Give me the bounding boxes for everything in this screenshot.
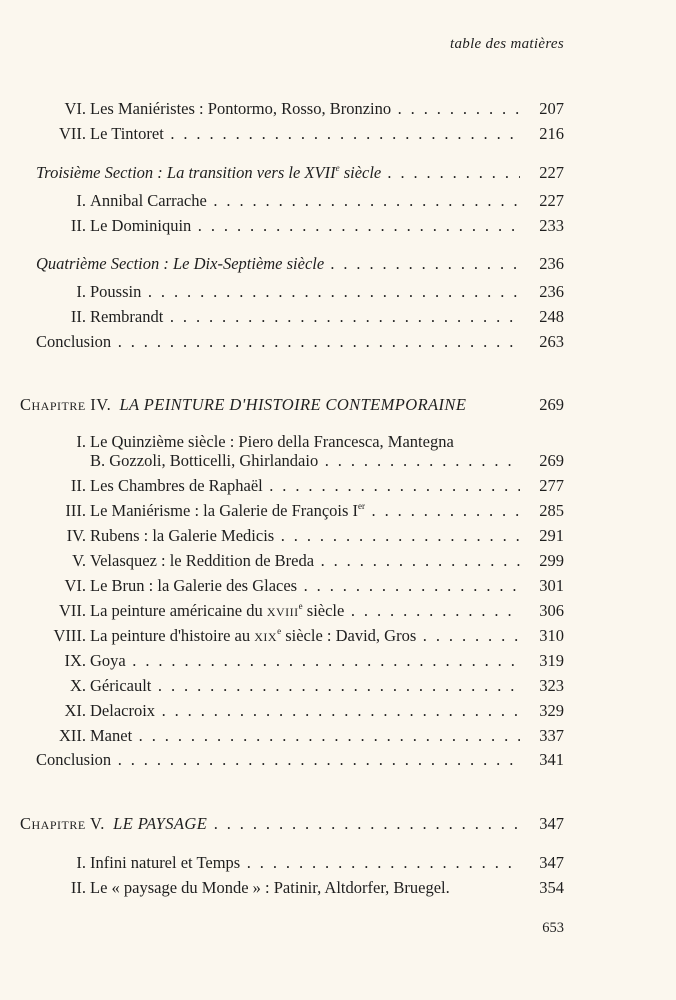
entry-number: VIII. [53, 626, 86, 645]
toc-entry-continuation[interactable] [0, 449, 676, 473]
entry-title: Le Brun : la Galerie des Glaces . . . [90, 574, 520, 598]
toc-entry[interactable] [0, 624, 676, 648]
entry-number: X. [69, 676, 86, 695]
superscript: e [277, 626, 282, 636]
toc-entry[interactable] [0, 851, 676, 875]
entry-number: IX. [64, 651, 86, 670]
entry-page: 285 [539, 501, 564, 520]
entry-title: Conclusion . . . [36, 330, 520, 354]
entry-number: II. [70, 307, 86, 326]
entry-title: Annibal Carrache . . . [90, 189, 520, 213]
entry-page: 269 [539, 395, 564, 414]
section-title-end: siècle [339, 163, 382, 182]
toc-chapter-entry[interactable] [0, 393, 676, 417]
chapter-title: LA PEINTURE D'HISTOIRE CONTEMPORAINE [119, 395, 467, 414]
entry-number: VI. [64, 99, 86, 118]
toc-entry[interactable] [0, 474, 676, 498]
entry-title: Le Quinzième siècle : Piero della Francesca, Mantegna [90, 432, 454, 451]
toc-entry[interactable] [0, 524, 676, 548]
toc-entry[interactable] [0, 748, 676, 772]
entry-title: Goya . . . [90, 649, 520, 673]
entry-page: 233 [539, 216, 564, 235]
entry-title [90, 499, 520, 523]
century-numeral: xviii [266, 601, 299, 620]
entry-title: Le Dominiquin . . . [90, 214, 520, 238]
entry-title: Velasquez : le Reddition de Breda . . . [90, 549, 520, 573]
superscript: e [298, 601, 303, 611]
entry-title-end: siècle [302, 601, 345, 620]
entry-title-text: La peinture américaine du [90, 601, 267, 620]
entry-page: 337 [539, 726, 564, 745]
entry-page: 347 [539, 853, 564, 872]
toc-section-entry[interactable] [0, 252, 676, 276]
entry-page: 323 [539, 676, 564, 695]
entry-title-continued: B. Gozzoli, Botticelli, Ghirlandaio . . . [90, 449, 520, 473]
entry-page: 207 [539, 99, 564, 118]
entry-page: 236 [539, 254, 564, 273]
entry-title: Le « paysage du Monde » : Patinir, Altdorfer, Bruegel. [90, 878, 450, 897]
chapter-heading [20, 393, 520, 417]
entry-number: XI. [64, 701, 86, 720]
toc-entry[interactable] [0, 280, 676, 304]
entry-title: Les Chambres de Raphaël . . . [90, 474, 520, 498]
entry-number: V. [72, 551, 86, 570]
entry-number: VII. [58, 124, 86, 143]
toc-entry[interactable] [0, 649, 676, 673]
entry-page: 341 [539, 750, 564, 769]
toc-entry[interactable] [0, 122, 676, 146]
entry-page: 329 [539, 701, 564, 720]
toc-entry[interactable] [0, 674, 676, 698]
entry-page: 236 [539, 282, 564, 301]
entry-page: 216 [539, 124, 564, 143]
entry-title: Poussin . . . [90, 280, 520, 304]
chapter-label: Chapitre V. [20, 814, 105, 833]
entry-number: VII. [58, 601, 86, 620]
entry-page: 248 [539, 307, 564, 326]
entry-page: 310 [539, 626, 564, 645]
entry-title: Delacroix . . . [90, 699, 520, 723]
toc-entry[interactable] [0, 876, 676, 900]
entry-title [90, 599, 520, 623]
entry-title: Rembrandt . . . [90, 305, 520, 329]
entry-title-text: La peinture d'histoire au [90, 626, 255, 645]
entry-title: Géricault . . . [90, 674, 520, 698]
entry-number: I. [76, 282, 86, 301]
toc-entry[interactable] [0, 599, 676, 623]
entry-number: II. [70, 216, 86, 235]
entry-number: I. [76, 432, 86, 451]
toc-entry[interactable] [0, 97, 676, 121]
entry-title-text: Le Maniérisme : la Galerie de François I [90, 501, 359, 520]
entry-number: I. [76, 191, 86, 210]
toc-entry[interactable] [0, 699, 676, 723]
entry-page: 347 [539, 814, 564, 833]
toc-entry[interactable] [0, 724, 676, 748]
toc-entry[interactable] [0, 305, 676, 329]
running-header: table des matières [450, 36, 564, 52]
superscript: e [335, 163, 340, 173]
entry-title: Infini naturel et Temps . . . [90, 851, 520, 875]
entry-title-end: siècle : David, Gros [281, 626, 417, 645]
entry-number: III. [65, 501, 86, 520]
entry-title: Manet . . . [90, 724, 520, 748]
toc-chapter-entry[interactable] [0, 812, 676, 836]
entry-title: Le Tintoret . . . [90, 122, 520, 146]
entry-page: 269 [539, 451, 564, 470]
toc-entry[interactable] [0, 330, 676, 354]
entry-number: II. [70, 878, 86, 897]
entry-title: Conclusion . . . [36, 748, 520, 772]
entry-page: 263 [539, 332, 564, 351]
toc-entry[interactable] [0, 549, 676, 573]
toc-entry[interactable] [0, 574, 676, 598]
entry-page: 306 [539, 601, 564, 620]
toc-entry[interactable] [0, 499, 676, 523]
superscript: er [358, 501, 366, 511]
entry-title: Les Maniéristes : Pontormo, Rosso, Bronzino . . . [90, 97, 520, 121]
toc-entry[interactable] [0, 189, 676, 213]
entry-page: 227 [539, 191, 564, 210]
chapter-title: LE PAYSAGE [113, 814, 208, 833]
chapter-label: Chapitre IV. [20, 395, 112, 414]
entry-page: 277 [539, 476, 564, 495]
entry-title: Rubens : la Galerie Medicis . . . [90, 524, 520, 548]
page-number: 653 [542, 920, 564, 936]
section-title [36, 161, 520, 185]
entry-number: II. [70, 476, 86, 495]
entry-page: 291 [539, 526, 564, 545]
entry-page: 227 [539, 163, 564, 182]
section-title-text: Troisième Section : La transition vers le XVII [36, 163, 336, 182]
entry-title [90, 624, 520, 648]
toc-entry[interactable] [0, 214, 676, 238]
century-numeral: xix [254, 626, 278, 645]
chapter-heading [20, 812, 520, 836]
entry-number: VI. [64, 576, 86, 595]
entry-page: 354 [539, 878, 564, 897]
entry-number: I. [76, 853, 86, 872]
entry-page: 301 [539, 576, 564, 595]
entry-number: XII. [58, 726, 86, 745]
entry-page: 299 [539, 551, 564, 570]
entry-page: 319 [539, 651, 564, 670]
entry-number: IV. [66, 526, 86, 545]
section-title: Quatrième Section : Le Dix-Septième siècle . . . [36, 252, 520, 276]
toc-section-entry[interactable] [0, 161, 676, 185]
